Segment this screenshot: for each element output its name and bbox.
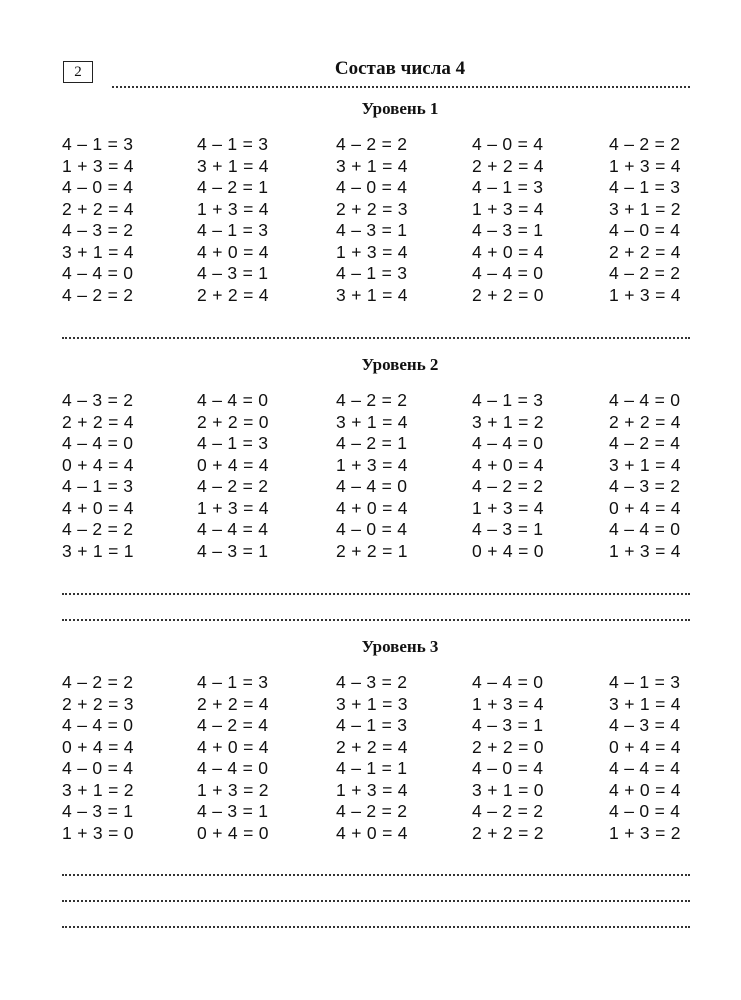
equation: 4 – 2 = 2 — [197, 476, 269, 497]
equation: 1 + 3 = 4 — [609, 155, 681, 176]
level-3-grid — [62, 672, 702, 844]
equation: 3 + 1 = 0 — [472, 779, 544, 800]
equation: 4 – 2 = 2 — [62, 519, 134, 540]
equation: 4 – 0 = 4 — [62, 758, 134, 779]
equation: 1 + 3 = 4 — [197, 497, 269, 518]
equation-row — [62, 672, 702, 694]
equation: 3 + 1 = 4 — [609, 693, 681, 714]
equation: 1 + 3 = 4 — [609, 284, 681, 305]
equation: 4 – 0 = 4 — [336, 177, 408, 198]
equation: 4 – 3 = 1 — [472, 519, 544, 540]
equation: 4 – 1 = 3 — [197, 672, 269, 693]
equation-row — [62, 780, 702, 802]
equation: 2 + 2 = 1 — [336, 540, 408, 561]
equation: 4 – 4 = 0 — [609, 390, 681, 411]
equation-row — [62, 498, 702, 520]
equation: 1 + 3 = 4 — [336, 454, 408, 475]
equation: 1 + 3 = 2 — [609, 822, 681, 843]
equation: 3 + 1 = 3 — [336, 693, 408, 714]
equation: 4 – 0 = 4 — [609, 220, 681, 241]
equation: 4 – 3 = 1 — [336, 220, 408, 241]
equation: 3 + 1 = 1 — [62, 540, 134, 561]
equation: 4 – 2 = 1 — [336, 433, 408, 454]
equation: 3 + 1 = 4 — [336, 411, 408, 432]
equation: 4 – 0 = 4 — [62, 177, 134, 198]
equation-row — [62, 758, 702, 780]
equation: 4 – 2 = 2 — [336, 390, 408, 411]
equation: 2 + 2 = 0 — [472, 736, 544, 757]
equation: 4 – 2 = 4 — [609, 433, 681, 454]
equation-row — [62, 156, 702, 178]
answer-line — [62, 926, 690, 928]
equation: 4 – 4 = 0 — [336, 476, 408, 497]
equation: 4 – 4 = 0 — [197, 390, 269, 411]
equation: 4 – 2 = 2 — [472, 801, 544, 822]
equation: 4 – 4 = 0 — [472, 263, 544, 284]
equation: 4 – 3 = 1 — [197, 801, 269, 822]
level-1-heading: Уровень 1 — [361, 99, 439, 118]
equation: 1 + 3 = 4 — [336, 241, 408, 262]
equation: 4 – 0 = 4 — [609, 801, 681, 822]
equation: 1 + 3 = 4 — [336, 779, 408, 800]
equation: 4 – 1 = 3 — [472, 177, 544, 198]
equation: 4 – 4 = 0 — [62, 263, 134, 284]
equation: 1 + 3 = 4 — [62, 155, 134, 176]
equation: 1 + 3 = 4 — [197, 198, 269, 219]
title-dotted-line — [112, 86, 690, 88]
page-number: 2 — [63, 61, 93, 83]
equation-row — [62, 285, 702, 307]
equation: 4 – 3 = 2 — [336, 672, 408, 693]
equation: 2 + 2 = 3 — [62, 693, 134, 714]
equation: 3 + 1 = 2 — [472, 411, 544, 432]
answer-line — [62, 900, 690, 902]
equation-row — [62, 694, 702, 716]
equation: 4 – 4 = 4 — [609, 758, 681, 779]
equation: 2 + 2 = 3 — [336, 198, 408, 219]
equation: 4 – 1 = 3 — [609, 672, 681, 693]
equation: 4 – 3 = 1 — [197, 540, 269, 561]
equation-row — [62, 199, 702, 221]
equation: 0 + 4 = 4 — [62, 454, 134, 475]
level-3-heading: Уровень 3 — [361, 637, 439, 656]
equation: 4 – 3 = 1 — [62, 801, 134, 822]
equation: 4 – 2 = 1 — [197, 177, 269, 198]
equation: 2 + 2 = 0 — [472, 284, 544, 305]
level-2-grid — [62, 390, 702, 562]
equation: 4 – 4 = 0 — [62, 433, 134, 454]
equation: 4 – 1 = 1 — [336, 758, 408, 779]
equation: 2 + 2 = 4 — [197, 693, 269, 714]
equation: 2 + 2 = 4 — [62, 198, 134, 219]
equation-row — [62, 134, 702, 156]
equation: 4 + 0 = 4 — [336, 497, 408, 518]
equation: 3 + 1 = 2 — [609, 198, 681, 219]
equation: 4 – 3 = 1 — [472, 220, 544, 241]
equation: 4 – 4 = 0 — [609, 519, 681, 540]
equation: 3 + 1 = 4 — [62, 241, 134, 262]
equation: 4 – 3 = 2 — [609, 476, 681, 497]
equation: 0 + 4 = 4 — [609, 736, 681, 757]
equation: 4 – 3 = 2 — [62, 390, 134, 411]
equation: 4 – 2 = 2 — [62, 284, 134, 305]
equation: 4 – 4 = 0 — [472, 433, 544, 454]
equation-row — [62, 476, 702, 498]
equation: 1 + 3 = 4 — [472, 693, 544, 714]
equation: 3 + 1 = 2 — [62, 779, 134, 800]
equation-row — [62, 541, 702, 563]
equation: 4 + 0 = 4 — [472, 241, 544, 262]
equation-row — [62, 519, 702, 541]
level-2-heading: Уровень 2 — [361, 355, 439, 374]
equation-row — [62, 242, 702, 264]
equation: 4 – 2 = 2 — [472, 476, 544, 497]
equation: 4 – 3 = 1 — [472, 715, 544, 736]
equation-row — [62, 433, 702, 455]
equation: 4 – 1 = 3 — [472, 390, 544, 411]
equation: 4 – 1 = 3 — [197, 220, 269, 241]
equation-row — [62, 737, 702, 759]
equation: 2 + 2 = 4 — [609, 411, 681, 432]
equation-row — [62, 177, 702, 199]
equation-row — [62, 455, 702, 477]
equation: 1 + 3 = 4 — [472, 497, 544, 518]
equation: 3 + 1 = 4 — [609, 454, 681, 475]
page-title: Состав числа 4 — [334, 58, 466, 79]
equation: 4 – 3 = 4 — [609, 715, 681, 736]
equation: 4 – 2 = 4 — [197, 715, 269, 736]
equation: 2 + 2 = 4 — [62, 411, 134, 432]
equation: 4 – 1 = 3 — [197, 134, 269, 155]
equation: 4 + 0 = 4 — [472, 454, 544, 475]
equation: 2 + 2 = 4 — [197, 284, 269, 305]
equation-row — [62, 263, 702, 285]
equation: 4 – 4 = 0 — [197, 758, 269, 779]
equation: 1 + 3 = 4 — [472, 198, 544, 219]
equation: 4 + 0 = 4 — [197, 736, 269, 757]
equation: 4 – 1 = 3 — [197, 433, 269, 454]
equation: 4 + 0 = 4 — [197, 241, 269, 262]
equation: 4 – 1 = 3 — [336, 263, 408, 284]
equation: 0 + 4 = 0 — [472, 540, 544, 561]
equation: 0 + 4 = 4 — [197, 454, 269, 475]
equation: 4 – 1 = 3 — [336, 715, 408, 736]
answer-line — [62, 593, 690, 595]
equation: 4 – 1 = 3 — [609, 177, 681, 198]
level-1-grid — [62, 134, 702, 306]
equation: 3 + 1 = 4 — [336, 284, 408, 305]
equation: 4 – 2 = 2 — [336, 134, 408, 155]
equation: 4 – 0 = 4 — [472, 758, 544, 779]
equation: 4 – 2 = 2 — [62, 672, 134, 693]
equation: 4 + 0 = 4 — [62, 497, 134, 518]
equation-row — [62, 715, 702, 737]
equation-row — [62, 220, 702, 242]
equation: 3 + 1 = 4 — [197, 155, 269, 176]
equation: 0 + 4 = 4 — [62, 736, 134, 757]
equation: 3 + 1 = 4 — [336, 155, 408, 176]
equation: 4 – 4 = 0 — [62, 715, 134, 736]
equation: 1 + 3 = 0 — [62, 822, 134, 843]
answer-line — [62, 619, 690, 621]
equation-row — [62, 390, 702, 412]
equation-row — [62, 823, 702, 845]
equation: 0 + 4 = 0 — [197, 822, 269, 843]
equation: 4 – 1 = 3 — [62, 476, 134, 497]
equation-row — [62, 412, 702, 434]
equation: 4 – 0 = 4 — [472, 134, 544, 155]
equation: 4 – 3 = 1 — [197, 263, 269, 284]
equation: 2 + 2 = 0 — [197, 411, 269, 432]
equation: 4 + 0 = 4 — [609, 779, 681, 800]
equation: 4 – 2 = 2 — [609, 134, 681, 155]
equation: 4 – 2 = 2 — [336, 801, 408, 822]
equation: 4 + 0 = 4 — [336, 822, 408, 843]
equation: 2 + 2 = 2 — [472, 822, 544, 843]
equation: 0 + 4 = 4 — [609, 497, 681, 518]
equation: 2 + 2 = 4 — [336, 736, 408, 757]
equation: 2 + 2 = 4 — [472, 155, 544, 176]
equation: 1 + 3 = 4 — [609, 540, 681, 561]
equation: 4 – 0 = 4 — [336, 519, 408, 540]
equation-row — [62, 801, 702, 823]
equation: 4 – 3 = 2 — [62, 220, 134, 241]
equation: 4 – 4 = 4 — [197, 519, 269, 540]
equation: 4 – 4 = 0 — [472, 672, 544, 693]
equation: 1 + 3 = 2 — [197, 779, 269, 800]
equation: 4 – 1 = 3 — [62, 134, 134, 155]
answer-line — [62, 874, 690, 876]
equation: 2 + 2 = 4 — [609, 241, 681, 262]
equation: 4 – 2 = 2 — [609, 263, 681, 284]
answer-line — [62, 337, 690, 339]
